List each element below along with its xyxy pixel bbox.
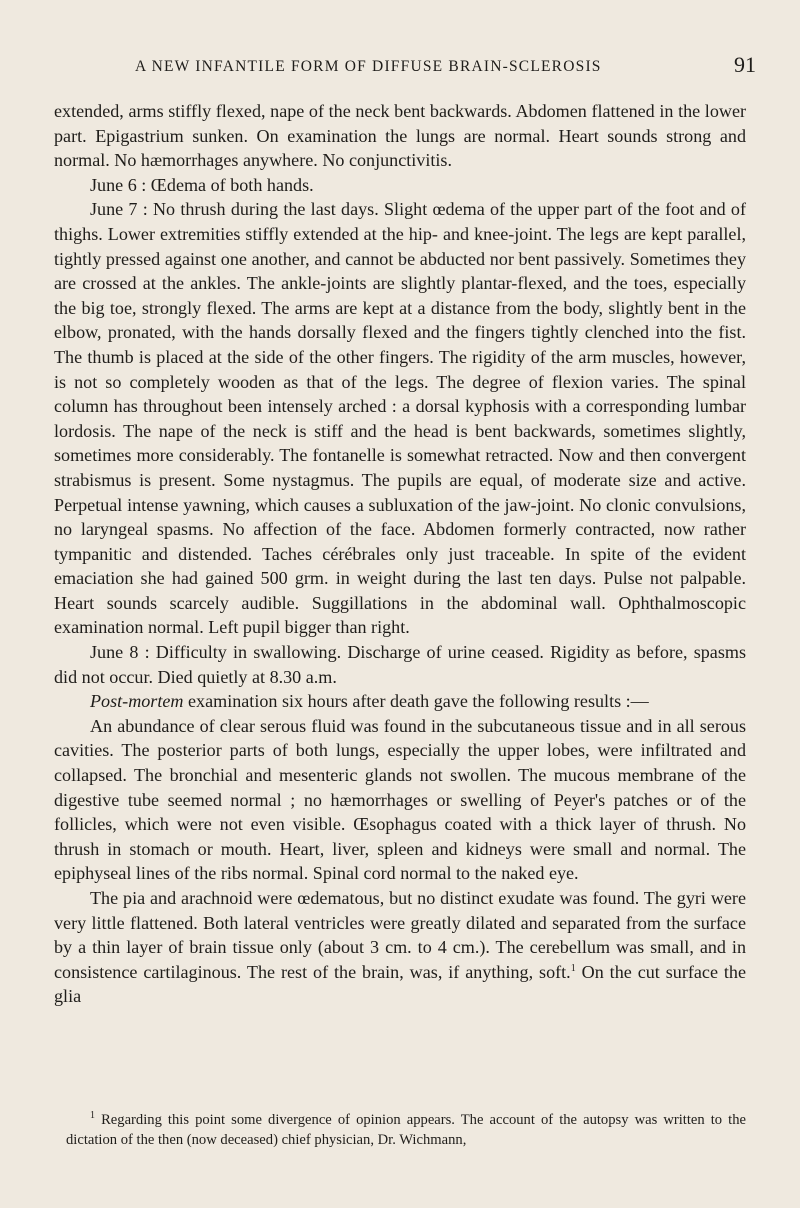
running-head bbox=[0, 52, 800, 80]
footnote-mark: 1 bbox=[90, 1110, 95, 1122]
page-number: 91 bbox=[734, 52, 756, 77]
post-mortem-italic: Post-mortem bbox=[90, 691, 184, 712]
paragraph-june-8: June 8 : Difficulty in swallowing. Discharge of urine ceased. Rigidity as before, spasms did not occur. Died quietly at 8.30 a.m. bbox=[54, 642, 746, 687]
paragraph-post-mortem bbox=[54, 689, 746, 714]
brain-text-a: The pia and arachnoid were œdematous, but no distinct exudate was found. The gyri were very little flattened. Both lateral ventricles were greatly dilated and separated from the surface by a thin layer of brain tissue only (about 3 cm. to 4 cm.). The cerebellum was small, and in consistence cartilaginous. The rest of the brain, was, if anything, soft. bbox=[54, 888, 746, 982]
paragraph-june-7: June 7 : No thrush during the last days. Slight œdema of the upper part of the foot and of thighs. Lower extremities stiffly extended at the hip- and knee-joint. The legs are kept parallel, tightly pressed against one another, and cannot be abducted nor bent passively. Sometimes they are crossed at the ankles. The ankle-joints are slightly plantar-flexed, and the toes, especially the big toe, strongly flexed. The arms are kept at a distance from the body, slightly bent in the elbow, pronated, with the hands dorsally flexed and the fingers tightly clenched into the fist. The thumb is placed at the side of the other fingers. The rigidity of the arm muscles, however, is not so completely wooden as that of the legs. The degree of flexion varies. The spinal column has throughout been intensely arched : a dorsal kyphosis with a corresponding lumbar lordosis. The nape of the neck is stiff and the head is bent backwards, sometimes slightly, sometimes more considerably. The fontanelle is somewhat retracted. Now and then convergent strabismus is present. Some nystagmus. The pupils are equal, of moderate size and active. Perpetual intense yawning, which causes a subluxation of the jaw-joint. No clonic convulsions, no laryngeal spasms. No affection of the face. Abdomen formerly contracted, now rather tympanitic and distended. Taches cérébrales only just traceable. In spite of the evident emaciation she had gained 500 grm. in weight during the last ten days. Pulse not palpable. Heart sounds scarcely audible. Suggillations in the abdominal wall. Ophthalmoscopic examination normal. Left pupil bigger than right. bbox=[54, 199, 746, 638]
running-title: A NEW INFANTILE FORM OF DIFFUSE BRAIN-SCLEROSIS bbox=[135, 58, 602, 75]
paragraph-brain bbox=[54, 886, 746, 1009]
body-text bbox=[54, 99, 746, 1009]
paragraph-continued: extended, arms stiffly flexed, nape of the neck bent backwards. Abdomen flattened in the lower part. Epigastrium sunken. On examination the lungs are normal. Heart sounds strong and normal. No hæmorrhages anywhere. No conjunctivitis. bbox=[54, 101, 746, 171]
paragraph-june-6: June 6 : Œdema of both hands. bbox=[90, 174, 314, 195]
footnote-reference: 1 bbox=[570, 962, 576, 974]
brain-text-b: On the cut surface the glia bbox=[54, 961, 747, 1007]
post-mortem-rest: examination six hours after death gave the following results :— bbox=[183, 691, 649, 712]
footnote-text: Regarding this point some divergence of opinion appears. The account of the autopsy was written to the dictation of the then (now deceased) chief physician, Dr. Wichmann, bbox=[66, 1112, 746, 1148]
footnote-paragraph bbox=[66, 1110, 746, 1150]
footnote bbox=[66, 1110, 746, 1150]
paragraph-findings: An abundance of clear serous fluid was found in the subcutaneous tissue and in all serous cavities. The posterior parts of both lungs, especially the upper lobes, were infiltrated and collapsed. The bronchial and mesenteric glands not swollen. The mucous membrane of the digestive tube seemed normal ; no hæmorrhages or swelling of Peyer's patches or of the follicles, which were not even visible. Œsophagus coated with a thick layer of thrush. No thrush in stomach or mouth. Heart, liver, spleen and kidneys were small and normal. The epiphyseal lines of the ribs normal. Spinal cord normal to the naked eye. bbox=[54, 715, 746, 884]
